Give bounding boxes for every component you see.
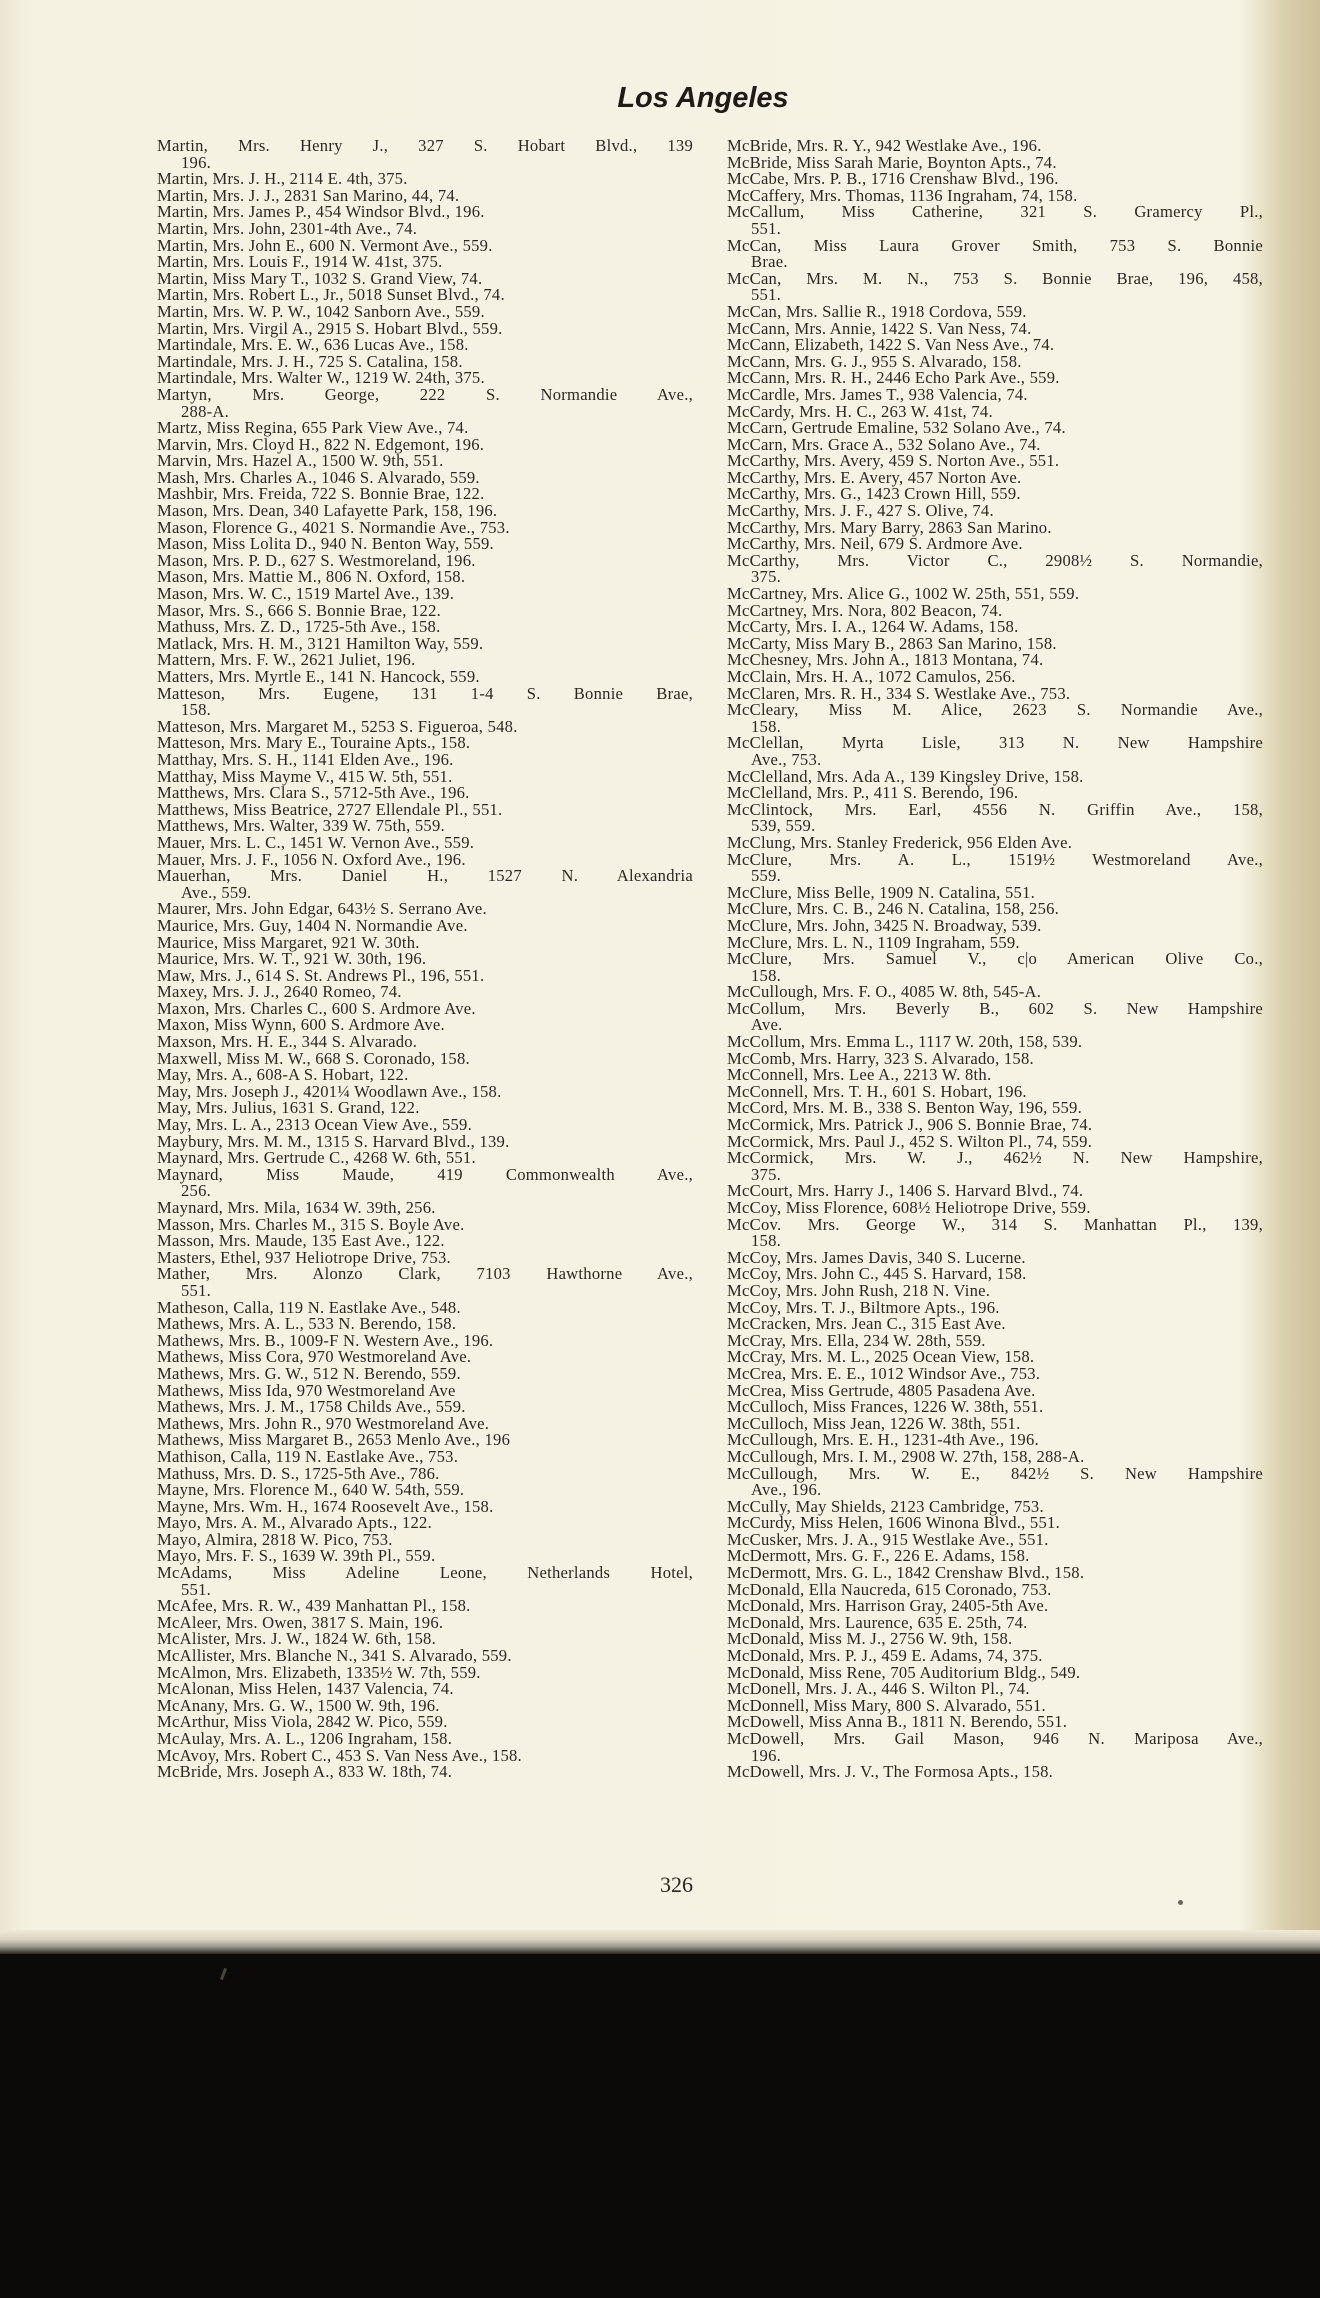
entry-line: McCollum, Mrs. Emma L., 1117 W. 20th, 158, 539. xyxy=(727,1032,1083,1052)
entry-line: Mason, Mrs. P. D., 627 S. Westmoreland, 196. xyxy=(157,550,476,570)
entry-line: McArthur, Miss Viola, 2842 W. Pico, 559. xyxy=(157,1712,448,1732)
entry-line: Maxson, Mrs. H. E., 344 S. Alvarado. xyxy=(157,1032,418,1052)
page-title: Los Angeles xyxy=(617,82,789,114)
entry-line: McCullough, Mrs. I. M., 2908 W. 27th, 158, 288-A. xyxy=(727,1446,1085,1466)
directory-entry xyxy=(727,550,1263,587)
entry-line: McBride, Miss Sarah Marie, Boynton Apts., 74. xyxy=(727,152,1057,172)
entry-line: May, Mrs. A., 608-A S. Hobart, 122. xyxy=(157,1065,409,1085)
entry-line: Mathuss, Mrs. Z. D., 1725-5th Ave., 158. xyxy=(157,617,441,637)
entry-line: McCleary, Miss M. Alice, 2623 S. Normandie Ave., xyxy=(727,700,1263,720)
entry-line: Martin, Mrs. Henry J., 327 S. Hobart Blvd., 139 xyxy=(157,136,693,155)
entry-line: May, Mrs. Julius, 1631 S. Grand, 122. xyxy=(157,1098,420,1118)
page-number: 326 xyxy=(660,1872,693,1897)
entry-line: Mashbir, Mrs. Freida, 722 S. Bonnie Brae, 122. xyxy=(157,484,485,504)
entry-line: Mathews, Miss Ida, 970 Westmoreland Ave xyxy=(157,1380,456,1400)
directory-entry xyxy=(727,735,1263,768)
entry-line: Mason, Mrs. Dean, 340 Lafayette Park, 158, 196. xyxy=(157,501,498,521)
entry-line: Mayo, Almira, 2818 W. Pico, 753. xyxy=(157,1529,393,1549)
entry-continuation-line: Ave., 753. xyxy=(751,749,822,769)
directory-entry xyxy=(727,849,1263,886)
entry-line: McCormick, Mrs. W. J., 462½ N. New Hampshire, xyxy=(727,1148,1263,1168)
entry-line: Marvin, Mrs. Hazel A., 1500 W. 9th, 551. xyxy=(157,451,444,471)
directory-entry xyxy=(727,702,1263,735)
entry-line: McCulloch, Miss Jean, 1226 W. 38th, 551. xyxy=(727,1413,1021,1433)
directory-entry xyxy=(727,1463,1263,1500)
entry-line: Martin, Mrs. J. H., 2114 E. 4th, 375. xyxy=(157,169,408,189)
entry-line: McCaffery, Mrs. Thomas, 1136 Ingraham, 74, 158. xyxy=(727,185,1078,205)
entry-continuation-line: 158. xyxy=(751,1231,782,1251)
entry-line: McCusker, Mrs. J. A., 915 Westlake Ave., 551. xyxy=(727,1529,1049,1549)
entry-line: McCabe, Mrs. P. B., 1716 Crenshaw Blvd., 196. xyxy=(727,169,1059,189)
entry-line: McDonell, Mrs. J. A., 446 S. Wilton Pl., 74. xyxy=(727,1679,1030,1699)
entry-line: McAleer, Mrs. Owen, 3817 S. Main, 196. xyxy=(157,1612,444,1632)
entry-line: Martin, Mrs. J. J., 2831 San Marino, 44, 74. xyxy=(157,185,460,205)
entry-line: McClure, Mrs. Samuel V., c|o American Olive Co., xyxy=(727,949,1263,969)
entry-line: Mason, Florence G., 4021 S. Normandie Ave., 753. xyxy=(157,517,510,537)
entry-line: McClure, Mrs. John, 3425 N. Broadway, 539. xyxy=(727,915,1042,935)
entry-line: Maxwell, Miss M. W., 668 S. Coronado, 158. xyxy=(157,1048,470,1068)
entry-line: McBride, Mrs. Joseph A., 833 W. 18th, 74. xyxy=(157,1762,453,1782)
directory-entry xyxy=(727,268,1263,305)
entry-line: McClure, Miss Belle, 1909 N. Catalina, 551. xyxy=(727,882,1036,902)
entry-line: McConnell, Mrs. Lee A., 2213 W. 8th. xyxy=(727,1065,992,1085)
entry-line: McCann, Mrs. R. H., 2446 Echo Park Ave., 559. xyxy=(727,368,1060,388)
entry-line: Matters, Mrs. Myrtle E., 141 N. Hancock, 559. xyxy=(157,667,480,686)
entry-line: McCan, Mrs. M. N., 753 S. Bonnie Brae, 196, 458, xyxy=(727,268,1263,288)
entry-line: Matthay, Miss Mayme V., 415 W. 5th, 551. xyxy=(157,766,453,786)
entry-line: Mathews, Mrs. B., 1009-F N. Western Ave., 196. xyxy=(157,1330,494,1350)
entry-line: McAlister, Mrs. J. W., 1824 W. 6th, 158. xyxy=(157,1629,436,1649)
entry-line: McCarn, Gertrude Emaline, 532 Solano Ave., 74. xyxy=(727,418,1066,438)
entry-line: Mathison, Calla, 119 N. Eastlake Ave., 753. xyxy=(157,1446,459,1466)
directory-entry xyxy=(727,1446,1263,1466)
entry-line: McConnell, Mrs. T. H., 601 S. Hobart, 196. xyxy=(727,1081,1027,1101)
directory-entry xyxy=(157,1164,693,1201)
entry-line: Maynard, Miss Maude, 419 Commonwealth Ave., xyxy=(157,1164,693,1184)
entry-line: Martin, Mrs. Virgil A., 2915 S. Hobart Blvd., 559. xyxy=(157,318,503,338)
entry-continuation-line: 256. xyxy=(181,1181,212,1201)
entry-line: McDermott, Mrs. G. L., 1842 Crenshaw Blvd., 158. xyxy=(727,1563,1085,1583)
entry-continuation-line: 158. xyxy=(181,700,212,720)
entry-line: Mauer, Mrs. L. C., 1451 W. Vernon Ave., 559. xyxy=(157,832,475,852)
entry-line: McCarthy, Mrs. G., 1423 Crown Hill, 559. xyxy=(727,484,1021,504)
entry-line: McCoy, Mrs. John C., 445 S. Harvard, 158. xyxy=(727,1264,1027,1284)
directory-entry xyxy=(727,1764,1263,1781)
entry-line: McClure, Mrs. A. L., 1519½ Westmoreland Ave., xyxy=(727,849,1263,869)
entry-line: McCormick, Mrs. Patrick J., 906 S. Bonnie Brae, 74. xyxy=(727,1115,1093,1135)
entry-line: May, Mrs. Joseph J., 4201¼ Woodlawn Ave., 158. xyxy=(157,1081,502,1101)
entry-line: Masor, Mrs. S., 666 S. Bonnie Brae, 122. xyxy=(157,600,442,620)
entry-line: Martyn, Mrs. George, 222 S. Normandie Ave., xyxy=(157,384,693,404)
entry-continuation-line: 288-A. xyxy=(181,401,230,421)
entry-line: McClelland, Mrs. P., 411 S. Berendo, 196. xyxy=(727,783,1019,803)
directory-entry xyxy=(727,998,1263,1035)
entry-line: Maynard, Mrs. Mila, 1634 W. 39th, 256. xyxy=(157,1198,436,1217)
entry-line: McDonnell, Miss Mary, 800 S. Alvarado, 551. xyxy=(727,1695,1046,1715)
entry-line: McClain, Mrs. H. A., 1072 Camulos, 256. xyxy=(727,667,1016,686)
directory-entry xyxy=(727,915,1263,935)
entry-continuation-line: Ave., 559. xyxy=(181,882,252,902)
entry-line: Martin, Mrs. W. P. W., 1042 Sanborn Ave., 559. xyxy=(157,301,485,321)
entry-line: McDonald, Mrs. Laurence, 635 E. 25th, 74. xyxy=(727,1612,1028,1632)
page-bottom-edge xyxy=(0,1930,1320,1954)
directory-entry xyxy=(157,384,693,421)
entry-continuation-line: 196. xyxy=(181,152,212,172)
entry-line: Martin, Mrs. John E., 600 N. Vermont Ave., 559. xyxy=(157,235,493,255)
entry-line: McCann, Mrs. G. J., 955 S. Alvarado, 158. xyxy=(727,351,1022,371)
entry-line: McCarn, Mrs. Grace A., 532 Solano Ave., 74. xyxy=(727,434,1041,454)
entry-continuation-line: Ave. xyxy=(751,1015,783,1035)
entry-line: Maw, Mrs. J., 614 S. St. Andrews Pl., 196, 551. xyxy=(157,965,485,985)
directory-entry xyxy=(727,951,1263,984)
directory-entry xyxy=(727,799,1263,836)
entry-line: McClure, Mrs. L. N., 1109 Ingraham, 559. xyxy=(727,932,1020,952)
entry-line: McCartney, Mrs. Alice G., 1002 W. 25th, 551, 559. xyxy=(727,584,1080,604)
directory-entry xyxy=(157,138,693,171)
pencil-mark xyxy=(220,1968,227,1980)
entry-line: McCurdy, Miss Helen, 1606 Winona Blvd., 551. xyxy=(727,1513,1060,1533)
entry-line: Mathuss, Mrs. D. S., 1725-5th Ave., 786. xyxy=(157,1463,440,1483)
entry-line: Martin, Mrs. John, 2301-4th Ave., 74. xyxy=(157,218,418,238)
directory-entry xyxy=(157,1266,693,1299)
entry-line: McAllister, Mrs. Blanche N., 341 S. Alvarado, 559. xyxy=(157,1646,512,1666)
entry-line: McCarty, Miss Mary B., 2863 San Marino, 158. xyxy=(727,633,1057,653)
entry-continuation-line: 196. xyxy=(751,1745,782,1765)
entry-line: McDermott, Mrs. G. F., 226 E. Adams, 158. xyxy=(727,1546,1030,1566)
entry-line: McAlmon, Mrs. Elizabeth, 1335½ W. 7th, 559. xyxy=(157,1662,481,1682)
entry-line: McCarthy, Mrs. E. Avery, 457 Norton Ave. xyxy=(727,467,1022,487)
directory-entry xyxy=(727,204,1263,237)
directory-entry xyxy=(157,1446,693,1466)
entry-line: Mayne, Mrs. Florence M., 640 W. 54th, 559. xyxy=(157,1480,465,1500)
entry-line: McCoy, Miss Florence, 608½ Heliotrope Drive, 559. xyxy=(727,1198,1091,1217)
entry-line: McCoy, Mrs. T. J., Biltmore Apts., 196. xyxy=(727,1297,1000,1317)
entry-line: McCulloch, Miss Frances, 1226 W. 38th, 551. xyxy=(727,1397,1044,1417)
entry-line: McCov. Mrs. George W., 314 S. Manhattan Pl., 139, xyxy=(727,1214,1263,1234)
entry-continuation-line: Brae. xyxy=(751,252,788,272)
entry-line: Masters, Ethel, 937 Heliotrope Drive, 753. xyxy=(157,1247,451,1267)
entry-line: McAvoy, Mrs. Robert C., 453 S. Van Ness Ave., 158. xyxy=(157,1745,522,1765)
entry-line: Maynard, Mrs. Gertrude C., 4268 W. 6th, 551. xyxy=(157,1148,476,1168)
right-column xyxy=(727,138,1263,1781)
directory-entry xyxy=(727,1214,1263,1251)
entry-line: Maxon, Miss Wynn, 600 S. Ardmore Ave. xyxy=(157,1015,445,1035)
entry-line: McCann, Elizabeth, 1422 S. Van Ness Ave., 74. xyxy=(727,335,1055,355)
entry-line: McAfee, Mrs. R. W., 439 Manhattan Pl., 158. xyxy=(157,1596,471,1616)
left-column xyxy=(157,138,693,1781)
entry-line: Maurice, Miss Margaret, 921 W. 30th. xyxy=(157,932,420,952)
entry-line: Mathews, Mrs. G. W., 512 N. Berendo, 559. xyxy=(157,1363,461,1383)
entry-line: McCarty, Mrs. I. A., 1264 W. Adams, 158. xyxy=(727,617,1019,637)
entry-line: McCarthy, Mrs. Victor C., 2908½ S. Normandie, xyxy=(727,550,1263,570)
entry-line: Matteson, Mrs. Eugene, 131 1-4 S. Bonnie Brae, xyxy=(157,683,693,703)
entry-line: McCourt, Mrs. Harry J., 1406 S. Harvard Blvd., 74. xyxy=(727,1181,1084,1201)
entry-line: Matthews, Miss Beatrice, 2727 Ellendale Pl., 551. xyxy=(157,799,503,819)
entry-line: Mathews, Miss Margaret B., 2653 Menlo Ave., 196 xyxy=(157,1430,511,1450)
entry-line: McBride, Mrs. R. Y., 942 Westlake Ave., 196. xyxy=(727,136,1042,155)
entry-line: Mash, Mrs. Charles A., 1046 S. Alvarado, 559. xyxy=(157,467,480,487)
entry-line: McCarthy, Mrs. Mary Barry, 2863 San Marino. xyxy=(727,517,1052,537)
entry-line: Matlack, Mrs. H. M., 3121 Hamilton Way, 559. xyxy=(157,633,484,653)
entry-line: McDonald, Mrs. Harrison Gray, 2405-5th Ave. xyxy=(727,1596,1049,1616)
entry-line: McClaren, Mrs. R. H., 334 S. Westlake Ave., 753. xyxy=(727,683,1071,703)
entry-line: Mauerhan, Mrs. Daniel H., 1527 N. Alexandria xyxy=(157,866,693,886)
entry-line: McCan, Mrs. Sallie R., 1918 Cordova, 559. xyxy=(727,301,1027,321)
entry-line: McCarthy, Mrs. Avery, 459 S. Norton Ave., 551. xyxy=(727,451,1060,471)
entry-line: Maybury, Mrs. M. M., 1315 S. Harvard Blvd., 139. xyxy=(157,1131,510,1151)
entry-continuation-line: 559. xyxy=(751,866,782,886)
entry-line: Martin, Mrs. James P., 454 Windsor Blvd., 196. xyxy=(157,202,485,222)
entry-line: McCray, Mrs. Ella, 234 W. 28th, 559. xyxy=(727,1330,986,1350)
entry-line: McClellan, Myrta Lisle, 313 N. New Hampshire xyxy=(727,733,1263,753)
entry-line: Matteson, Mrs. Margaret M., 5253 S. Figueroa, 548. xyxy=(157,716,518,736)
entry-line: Matteson, Mrs. Mary E., Touraine Apts., 158. xyxy=(157,733,471,753)
entry-line: McDonald, Ella Naucreda, 615 Coronado, 753. xyxy=(727,1579,1052,1599)
entry-line: McAnany, Mrs. G. W., 1500 W. 9th, 196. xyxy=(157,1695,440,1715)
entry-line: McClintock, Mrs. Earl, 4556 N. Griffin Ave., 158, xyxy=(727,799,1263,819)
entry-line: May, Mrs. L. A., 2313 Ocean View Ave., 559. xyxy=(157,1115,473,1135)
entry-continuation-line: 158. xyxy=(751,716,782,736)
entry-line: McCormick, Mrs. Paul J., 452 S. Wilton Pl., 74, 559. xyxy=(727,1131,1093,1151)
entry-line: Mason, Mrs. Mattie M., 806 N. Oxford, 158. xyxy=(157,567,466,587)
entry-line: McDonald, Miss M. J., 2756 W. 9th, 158. xyxy=(727,1629,1013,1649)
entry-continuation-line: 375. xyxy=(751,567,782,587)
entry-line: Matthay, Mrs. S. H., 1141 Elden Ave., 196. xyxy=(157,749,454,769)
entry-line: Mattern, Mrs. F. W., 2621 Juliet, 196. xyxy=(157,650,416,670)
entry-line: Martin, Mrs. Robert L., Jr., 5018 Sunset Blvd., 74. xyxy=(157,285,505,305)
entry-continuation-line: 551. xyxy=(181,1280,212,1300)
entry-continuation-line: 375. xyxy=(751,1164,782,1184)
directory-entry xyxy=(727,1731,1263,1764)
entry-line: McChesney, Mrs. John A., 1813 Montana, 74. xyxy=(727,650,1044,670)
entry-line: McClung, Mrs. Stanley Frederick, 956 Elden Ave. xyxy=(727,832,1073,852)
entry-line: McDonald, Miss Rene, 705 Auditorium Bldg., 549. xyxy=(727,1662,1081,1682)
entry-line: McCarthy, Mrs. Neil, 679 S. Ardmore Ave. xyxy=(727,534,1023,554)
entry-continuation-line: 551. xyxy=(751,285,782,305)
entry-line: Mason, Miss Lolita D., 940 N. Benton Way, 559. xyxy=(157,534,494,554)
directory-entry xyxy=(157,1764,693,1781)
entry-line: Mathews, Mrs. John R., 970 Westmoreland Ave. xyxy=(157,1413,490,1433)
entry-line: McCord, Mrs. M. B., 338 S. Benton Way, 196, 559. xyxy=(727,1098,1082,1118)
entry-line: Mason, Mrs. W. C., 1519 Martel Ave., 139. xyxy=(157,584,455,604)
entry-line: Mayne, Mrs. Wm. H., 1674 Roosevelt Ave., 158. xyxy=(157,1496,494,1516)
entry-line: Martindale, Mrs. Walter W., 1219 W. 24th, 375. xyxy=(157,368,485,388)
entry-line: Matthews, Mrs. Clara S., 5712-5th Ave., 196. xyxy=(157,783,470,803)
entry-line: Mayo, Mrs. F. S., 1639 W. 39th Pl., 559. xyxy=(157,1546,436,1566)
entry-continuation-line: 539, 559. xyxy=(751,816,816,836)
entry-line: McClure, Mrs. C. B., 246 N. Catalina, 158, 256. xyxy=(727,899,1060,919)
ink-speck xyxy=(1178,1900,1183,1905)
entry-line: Maurice, Mrs. Guy, 1404 N. Normandie Ave. xyxy=(157,915,468,935)
entry-continuation-line: 551. xyxy=(751,218,782,238)
entry-line: Masson, Mrs. Charles M., 315 S. Boyle Ave. xyxy=(157,1214,465,1234)
entry-line: Mathews, Mrs. J. M., 1758 Childs Ave., 559. xyxy=(157,1397,466,1417)
entry-line: Mayo, Mrs. A. M., Alvarado Apts., 122. xyxy=(157,1513,432,1533)
directory-entry xyxy=(157,915,693,935)
entry-line: Martin, Miss Mary T., 1032 S. Grand View, 74. xyxy=(157,268,483,288)
entry-line: McCrea, Mrs. E. E., 1012 Windsor Ave., 753. xyxy=(727,1363,1041,1383)
entry-line: McCan, Miss Laura Grover Smith, 753 S. Bonnie xyxy=(727,235,1263,255)
directory-entry xyxy=(157,868,693,901)
entry-line: McCray, Mrs. M. L., 2025 Ocean View, 158. xyxy=(727,1347,1035,1367)
entry-line: McCann, Mrs. Annie, 1422 S. Van Ness, 74. xyxy=(727,318,1032,338)
entry-line: Martindale, Mrs. J. H., 725 S. Catalina, 158. xyxy=(157,351,463,371)
entry-continuation-line: 158. xyxy=(751,965,782,985)
entry-line: Mathews, Mrs. A. L., 533 N. Berendo, 158. xyxy=(157,1314,457,1334)
entry-line: McCoy, Mrs. John Rush, 218 N. Vine. xyxy=(727,1280,991,1300)
directory-entry xyxy=(727,1150,1263,1183)
entry-line: McCoy, Mrs. James Davis, 340 S. Lucerne. xyxy=(727,1247,1026,1267)
entry-line: McDowell, Miss Anna B., 1811 N. Berendo, 551. xyxy=(727,1712,1068,1732)
entry-line: Maurice, Mrs. W. T., 921 W. 30th, 196. xyxy=(157,949,427,969)
entry-line: Maurer, Mrs. John Edgar, 643½ S. Serrano Ave. xyxy=(157,899,487,919)
entry-line: McCracken, Mrs. Jean C., 315 East Ave. xyxy=(727,1314,1006,1334)
entry-line: McCullough, Mrs. E. H., 1231-4th Ave., 196. xyxy=(727,1430,1039,1450)
entry-line: McComb, Mrs. Harry, 323 S. Alvarado, 158. xyxy=(727,1048,1034,1068)
entry-line: McCallum, Miss Catherine, 321 S. Gramercy Pl., xyxy=(727,202,1263,222)
entry-line: Maxey, Mrs. J. J., 2640 Romeo, 74. xyxy=(157,982,402,1002)
directory-entry xyxy=(727,235,1263,272)
entry-line: McCartney, Mrs. Nora, 802 Beacon, 74. xyxy=(727,600,1003,620)
entry-line: Martz, Miss Regina, 655 Park View Ave., 74. xyxy=(157,418,469,438)
entry-line: McAdams, Miss Adeline Leone, Netherlands Hotel, xyxy=(157,1563,693,1583)
entry-line: Mauer, Mrs. J. F., 1056 N. Oxford Ave., 196. xyxy=(157,849,466,869)
entry-line: McClelland, Mrs. Ada A., 139 Kingsley Drive, 158. xyxy=(727,766,1084,786)
entry-line: Matthews, Mrs. Walter, 339 W. 75th, 559. xyxy=(157,816,445,836)
entry-line: McAlonan, Miss Helen, 1437 Valencia, 74. xyxy=(157,1679,454,1699)
entry-line: McCullough, Mrs. F. O., 4085 W. 8th, 545-A. xyxy=(727,982,1042,1002)
entry-line: Masson, Mrs. Maude, 135 East Ave., 122. xyxy=(157,1231,445,1251)
entry-line: McCullough, Mrs. W. E., 842½ S. New Hampshire xyxy=(727,1463,1263,1483)
entry-continuation-line: Ave., 196. xyxy=(751,1480,822,1500)
entry-line: McDowell, Mrs. J. V., The Formosa Apts., 158. xyxy=(727,1762,1054,1782)
entry-line: Maxon, Mrs. Charles C., 600 S. Ardmore Ave. xyxy=(157,998,476,1018)
directory-entry xyxy=(727,384,1263,404)
entry-line: Mather, Mrs. Alonzo Clark, 7103 Hawthorne Ave., xyxy=(157,1264,693,1284)
entry-line: McCully, May Shields, 2123 Cambridge, 753. xyxy=(727,1496,1044,1516)
entry-line: McCardy, Mrs. H. C., 263 W. 41st, 74. xyxy=(727,401,993,421)
entry-line: McCollum, Mrs. Beverly B., 602 S. New Hampshire xyxy=(727,998,1263,1018)
entry-line: McCrea, Miss Gertrude, 4805 Pasadena Ave. xyxy=(727,1380,1036,1400)
directory-entry xyxy=(157,683,693,720)
entry-line: McCardle, Mrs. James T., 938 Valencia, 74. xyxy=(727,384,1028,404)
entry-line: McCarthy, Mrs. J. F., 427 S. Olive, 74. xyxy=(727,501,994,521)
entry-line: Mathews, Miss Cora, 970 Westmoreland Ave. xyxy=(157,1347,472,1367)
entry-line: McAulay, Mrs. A. L., 1206 Ingraham, 158. xyxy=(157,1729,453,1748)
entry-continuation-line: 551. xyxy=(181,1579,212,1599)
entry-line: Martindale, Mrs. E. W., 636 Lucas Ave., 158. xyxy=(157,335,469,355)
directory-entry xyxy=(157,1565,693,1598)
entry-line: Martin, Mrs. Louis F., 1914 W. 41st, 375. xyxy=(157,252,443,272)
entry-line: McDonald, Mrs. P. J., 459 E. Adams, 74, 375. xyxy=(727,1646,1043,1666)
entry-line: Marvin, Mrs. Cloyd H., 822 N. Edgemont, 196. xyxy=(157,434,485,454)
entry-line: Matheson, Calla, 119 N. Eastlake Ave., 548. xyxy=(157,1297,461,1317)
entry-line: McDowell, Mrs. Gail Mason, 946 N. Mariposa Ave., xyxy=(727,1729,1263,1748)
